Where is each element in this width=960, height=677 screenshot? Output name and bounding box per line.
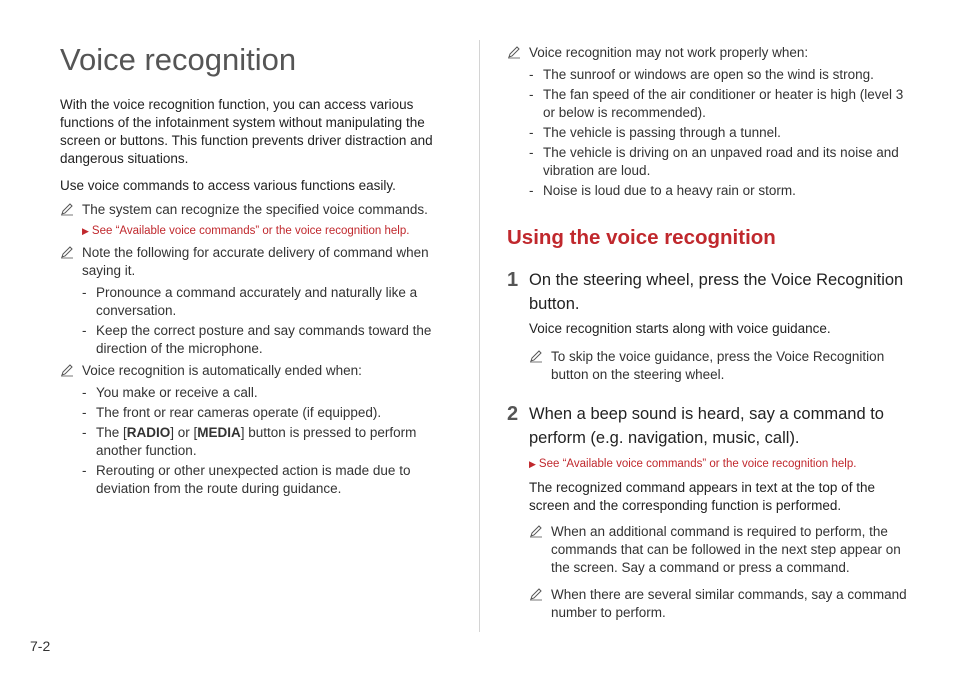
dash-bullet: - <box>82 285 87 300</box>
note-pen-icon <box>529 524 543 538</box>
note-auto-ended <box>60 362 440 498</box>
list-item-text: The vehicle is driving on an unpaved road and its noise and vibration are loud. <box>543 145 899 178</box>
note-pen-icon <box>60 245 74 259</box>
note-pen-icon <box>60 202 74 216</box>
radio-key: RADIO <box>126 425 171 440</box>
list-item <box>82 462 440 498</box>
dash-bullet: - <box>82 385 87 400</box>
see-triangle-icon: ▶ <box>529 459 536 469</box>
note-text: Note the following for accurate delivery of command when saying it. <box>82 245 429 278</box>
note-specified-commands <box>60 201 440 239</box>
see-reference[interactable] <box>529 456 907 472</box>
note-pen-icon <box>529 587 543 601</box>
step-1 <box>507 268 907 316</box>
step-2-body: The recognized command appears in text at the top of the screen and the corresponding function is performed. <box>529 480 875 513</box>
list-item-text: The sunroof or windows are open so the wind is strong. <box>543 67 874 82</box>
section-title: Using the voice recognition <box>507 226 776 249</box>
list-item <box>529 86 907 122</box>
note-text: When an additional command is required to perform, the commands that can be followed in the next step appear on the screen. Say a command or press a command. <box>551 524 901 575</box>
list-item-text: The front or rear cameras operate (if equipped). <box>96 405 382 420</box>
radio-mid: ] or [ <box>170 425 198 440</box>
list-item <box>82 284 440 320</box>
radio-suffix: ] button is pressed to perform another function. <box>96 425 417 458</box>
dash-bullet: - <box>529 145 534 160</box>
step-2 <box>507 402 907 450</box>
note-similar-commands <box>529 586 907 622</box>
list-item <box>82 404 440 422</box>
list-item-text: Noise is loud due to a heavy rain or storm. <box>543 183 796 198</box>
list-item <box>82 384 440 402</box>
step-text: On the steering wheel, press the Voice Recognition button. <box>529 271 904 313</box>
use-paragraph: Use voice commands to access various functions easily. <box>60 178 396 193</box>
list-item <box>529 144 907 180</box>
see-text: See “Available voice commands” or the voice recognition help. <box>91 225 410 237</box>
step-number: 2 <box>507 403 519 425</box>
note-text: To skip the voice guidance, press the Voice Recognition button on the steering wheel. <box>551 349 885 382</box>
dash-bullet: - <box>529 67 534 82</box>
radio-prefix: The [ <box>96 425 127 440</box>
dash-bullet: - <box>82 405 87 420</box>
page-number: 7-2 <box>30 638 51 654</box>
list-item <box>82 424 440 460</box>
list-item <box>529 182 907 200</box>
dash-bullet: - <box>82 425 87 440</box>
page-title: Voice recognition <box>60 42 297 77</box>
note-text: When there are several similar commands, say a command number to perform. <box>551 587 907 620</box>
list-item-text: Pronounce a command accurately and naturally like a conversation. <box>96 285 418 318</box>
note-text: The system can recognize the specified voice commands. <box>82 202 428 217</box>
dash-bullet: - <box>529 125 534 140</box>
list-item-text: The fan speed of the air conditioner or heater is high (level 3 or below is recommended). <box>543 87 904 120</box>
note-pen-icon <box>529 349 543 363</box>
dash-bullet: - <box>82 323 87 338</box>
intro-paragraph: With the voice recognition function, you can access various functions of the infotainment system without manipulating the screen or buttons. This function prevents driver distraction and dangerous situations. <box>60 97 433 166</box>
see-triangle-icon: ▶ <box>82 226 89 236</box>
media-key: MEDIA <box>197 425 241 440</box>
see-reference[interactable] <box>82 223 440 239</box>
note-text: Voice recognition may not work properly when: <box>529 45 809 60</box>
step-number: 1 <box>507 269 519 291</box>
list-item <box>529 66 907 84</box>
list-item <box>529 124 907 142</box>
step-1-body: Voice recognition starts along with voice guidance. <box>529 321 831 336</box>
dash-bullet: - <box>529 87 534 102</box>
list-item-text: Rerouting or other unexpected action is made due to deviation from the route during guidance. <box>96 463 411 496</box>
note-accurate-delivery <box>60 244 440 358</box>
note-pen-icon <box>60 363 74 377</box>
list-item-text: You make or receive a call. <box>96 385 258 400</box>
dash-bullet: - <box>82 463 87 478</box>
note-skip-guidance <box>529 348 907 384</box>
step-text: When a beep sound is heard, say a command to perform (e.g. navigation, music, call). <box>529 405 884 447</box>
list-item-text: The vehicle is passing through a tunnel. <box>543 125 781 140</box>
column-divider <box>479 40 480 632</box>
note-text: Voice recognition is automatically ended when: <box>82 363 362 378</box>
note-pen-icon <box>507 45 521 59</box>
see-text: See “Available voice commands” or the voice recognition help. <box>538 458 857 470</box>
note-may-not-work <box>507 44 907 200</box>
note-additional-command <box>529 523 907 577</box>
list-item <box>82 322 440 358</box>
dash-bullet: - <box>529 183 534 198</box>
list-item-text: Keep the correct posture and say commands toward the direction of the microphone. <box>96 323 432 356</box>
